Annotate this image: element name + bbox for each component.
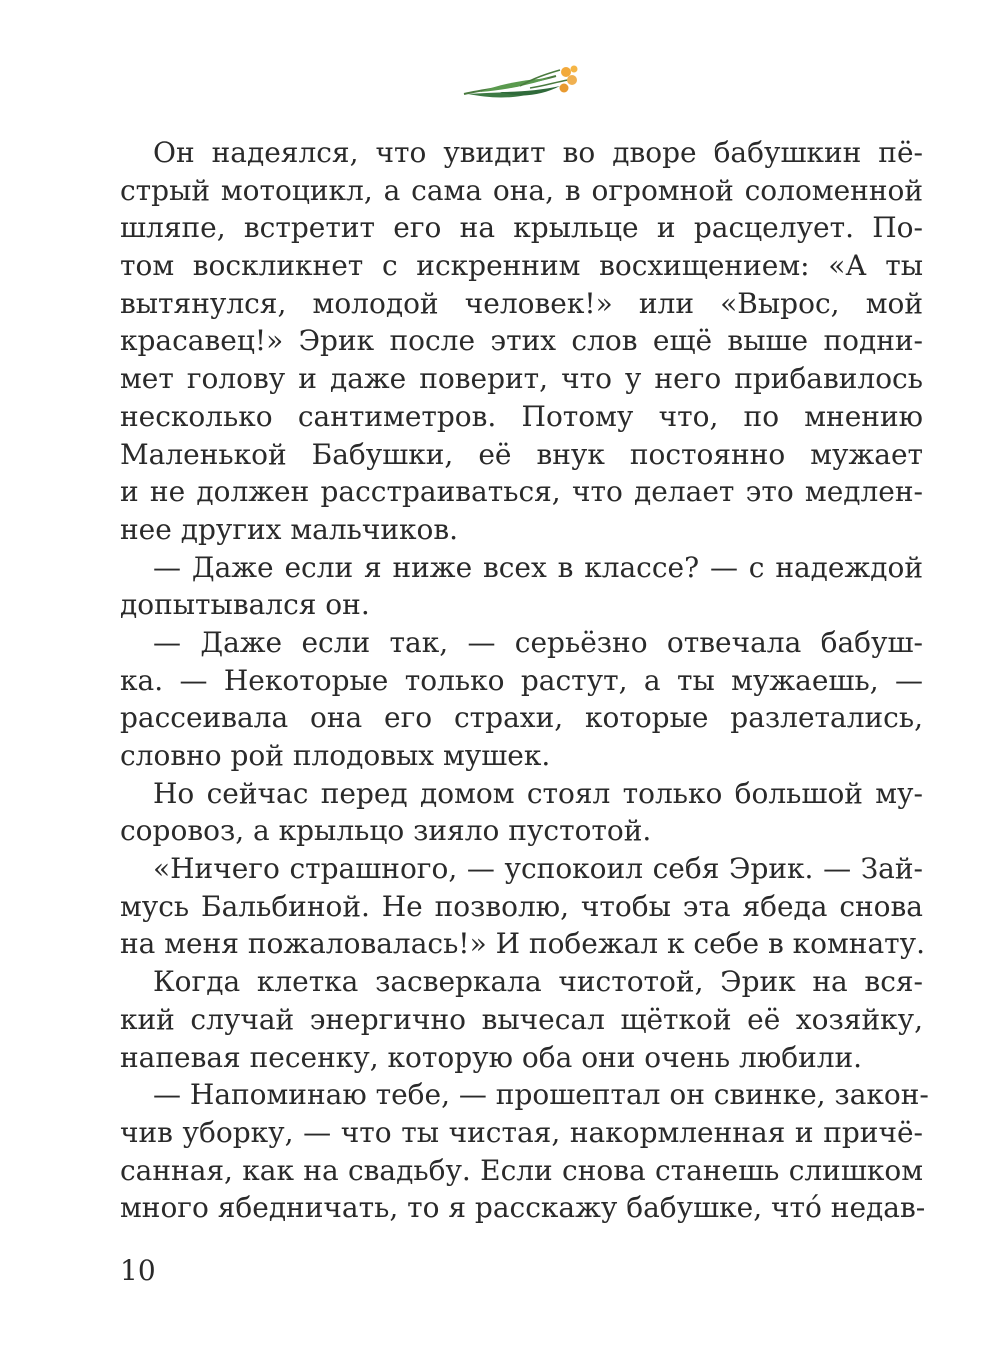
text-line: ка. — Некоторые только растут, а ты мужаешь, — xyxy=(120,663,923,697)
text-line: рассеивала она его страхи, которые разлетались, xyxy=(120,701,923,735)
text-line: том воскликнет с искренним восхищением: «А ты xyxy=(120,249,923,283)
text-line: несколько сантиметров. Потому что, по мнению xyxy=(120,399,923,433)
page-number: 10 xyxy=(120,1254,156,1287)
text-line: мет голову и даже поверит, что у него прибавилось xyxy=(120,362,923,396)
text-line: — Даже если я ниже всех в классе? — с надеждой xyxy=(153,550,923,584)
text-line: санная, как на свадьбу. Если снова станешь слишком xyxy=(120,1153,923,1187)
text-line: Когда клетка засверкала чистотой, Эрик на вся- xyxy=(153,965,923,999)
text-line: — Напоминаю тебе, — прошептал он свинке, закон- xyxy=(153,1078,929,1112)
text-line: чив уборку, — что ты чистая, накормленная и причё- xyxy=(120,1115,923,1149)
text-line: «Ничего страшного, — успокоил себя Эрик. — Зай- xyxy=(153,852,923,886)
text-line: кий случай энергично вычесал щёткой её хозяйку, xyxy=(120,1002,923,1036)
text-line: Маленькой Бабушки, её внук постоянно мужает xyxy=(120,437,923,471)
text-line: допытывался он. xyxy=(120,588,370,622)
body-text xyxy=(120,134,929,1227)
text-line: на меня пожаловалась!» И побежал к себе в комнату. xyxy=(120,927,925,961)
text-line: напевая песенку, которую оба они очень любили. xyxy=(120,1040,863,1074)
text-line: красавец!» Эрик после этих слов ещё выше подни- xyxy=(120,324,923,358)
text-line: соровоз, а крыльцо зияло пустотой. xyxy=(120,814,652,848)
text-line: много ябедничать, то я расскажу бабушке, что́ недав- xyxy=(120,1191,926,1225)
text-line: шляпе, встретит его на крыльце и расцелует. По- xyxy=(120,211,923,245)
text-line: — Даже если так, — серьёзно отвечала бабуш- xyxy=(153,625,923,659)
text-line: и не должен расстраиваться, что делает это медлен- xyxy=(120,475,923,509)
text-line: вытянулся, молодой человек!» или «Вырос, мой xyxy=(120,286,923,320)
text-line: нее других мальчиков. xyxy=(120,512,459,546)
text-line: Но сейчас перед домом стоял только большой му- xyxy=(153,776,923,810)
leaf-sprig-ornament-icon xyxy=(460,62,584,108)
text-line: стрый мотоцикл, а сама она, в огромной соломенной xyxy=(120,173,923,207)
text-line: мусь Бальбиной. Не позволю, чтобы эта ябеда снова xyxy=(120,889,923,923)
text-line: Он надеялся, что увидит во дворе бабушкин пё- xyxy=(153,136,923,169)
text-line: словно рой плодовых мушек. xyxy=(120,739,551,772)
